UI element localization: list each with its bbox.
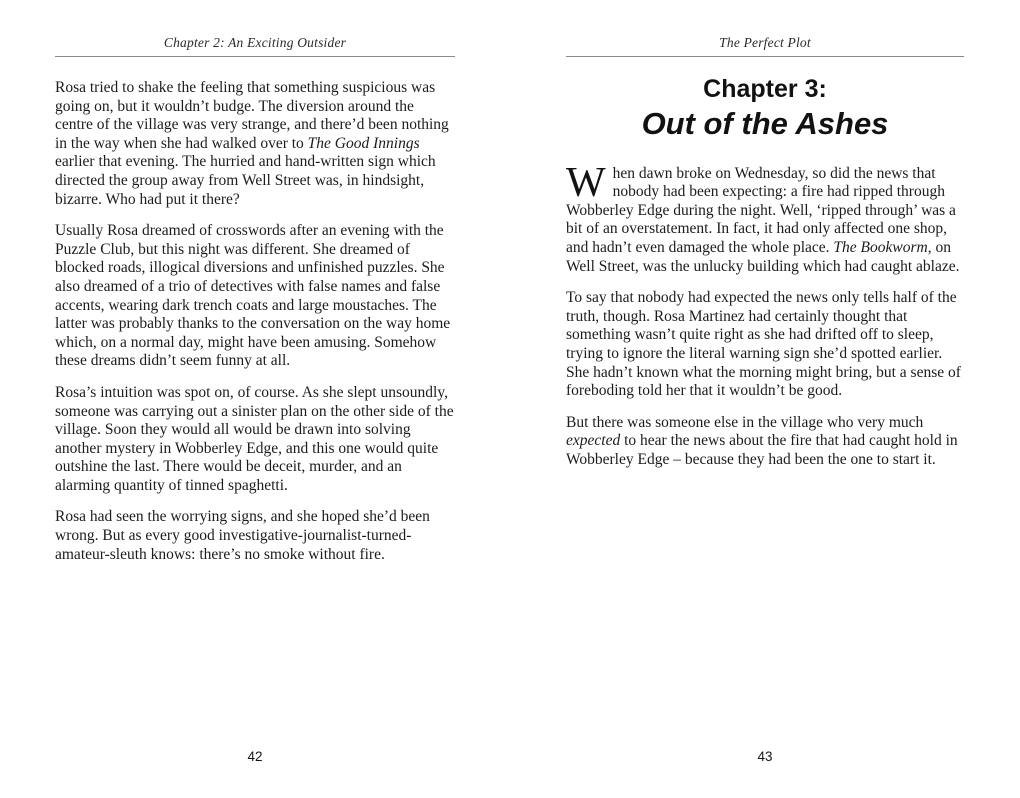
italic-text-run: expected [566,432,621,450]
header-rule-right [566,56,964,57]
page-right [566,0,964,798]
text-run: To say that nobody had expected the news only tells half of the truth, though. Rosa Martinez had certainly thought that something wasn’t quite right as she had drifted off to sleep, trying to ignore the literal warning sign she’d spotted earlier. She hadn’t known what the morning might bring, but a sense of foreboding told her that it wouldn’t be good. [566,289,961,400]
header-rule-left [55,56,455,57]
text-run: Rosa tried to shake the feeling that something suspicious was going on, but it wouldn’t budge. The diversion around the centre of the village was very strange, and there’d been nothing in the way when she had walked over to [55,79,449,152]
italic-text-run: The Good Innings [307,134,420,152]
paragraph [566,414,964,470]
paragraph [566,159,964,277]
running-header-text-left: Chapter 2: An Exciting Outsider [163,35,347,50]
chapter-title-heading: Out of the Ashes [641,105,889,141]
page-number-left: 42 [247,749,263,764]
text-run: hen dawn broke on Wednesday, so did the news that nobody had been expecting: a fire had ripped through Wobberley Edge during the night. Well, ‘ripped through’ was a bit of an overstatement. In fact, it had only affected one shop, and hadn’t even damaged the whole place. [566,164,956,256]
paragraph [55,79,455,209]
text-run: earlier that evening. The hurried and hand-written sign which directed the group away from Well Street was, in hindsight, bizarre. Who had put it there? [55,153,436,208]
text-run: Rosa had seen the worrying signs, and she hoped she’d been wrong. But as every good investigative-journalist-turned-amateur-sleuth knows: there’s no smoke without fire. [55,508,430,563]
drop-cap: W [566,159,606,206]
page-number-right: 43 [757,749,773,764]
page-body-right [566,159,964,470]
italic-text-run: The Bookworm [833,238,928,256]
running-header-left [55,0,455,57]
running-header-text-right: The Perfect Plot [719,35,811,50]
text-run: to hear the news about the fire that had caught hold in Wobberley Edge – because they had been the one to start it. [566,432,958,468]
page-left [55,0,455,798]
page-body-left [55,79,455,564]
paragraph [55,508,455,564]
text-run: Rosa’s intuition was spot on, of course. As she slept unsoundly, someone was carrying out a sinister plan on the other side of the village. Soon they would all would be drawn into solving another mystery in Wobberley Edge, and this one would quite outshine the last. There would be deceit, murder, and an alarming quantity of tinned spaghetti. [55,383,454,494]
text-run: Usually Rosa dreamed of crosswords after an evening with the Puzzle Club, but this night was different. She dreamed of blocked roads, illogical diversions and unfinished puzzles. She also dreamed of a trio of detectives with false names and false accents, wearing dark trench coats and large moustaches. The latter was probably thanks to the conversation on the way home which, on a normal day, might have been amusing. Somehow these dreams didn’t seem funny at all. [55,222,451,370]
paragraph [55,222,455,371]
chapter-number-heading: Chapter 3: [703,75,827,103]
text-run: , on Well Street, was the unlucky building which had caught ablaze. [566,238,960,275]
text-run: But there was someone else in the village who very much [566,413,924,431]
paragraph [55,384,455,496]
running-header-right [566,0,964,57]
paragraph [566,289,964,401]
